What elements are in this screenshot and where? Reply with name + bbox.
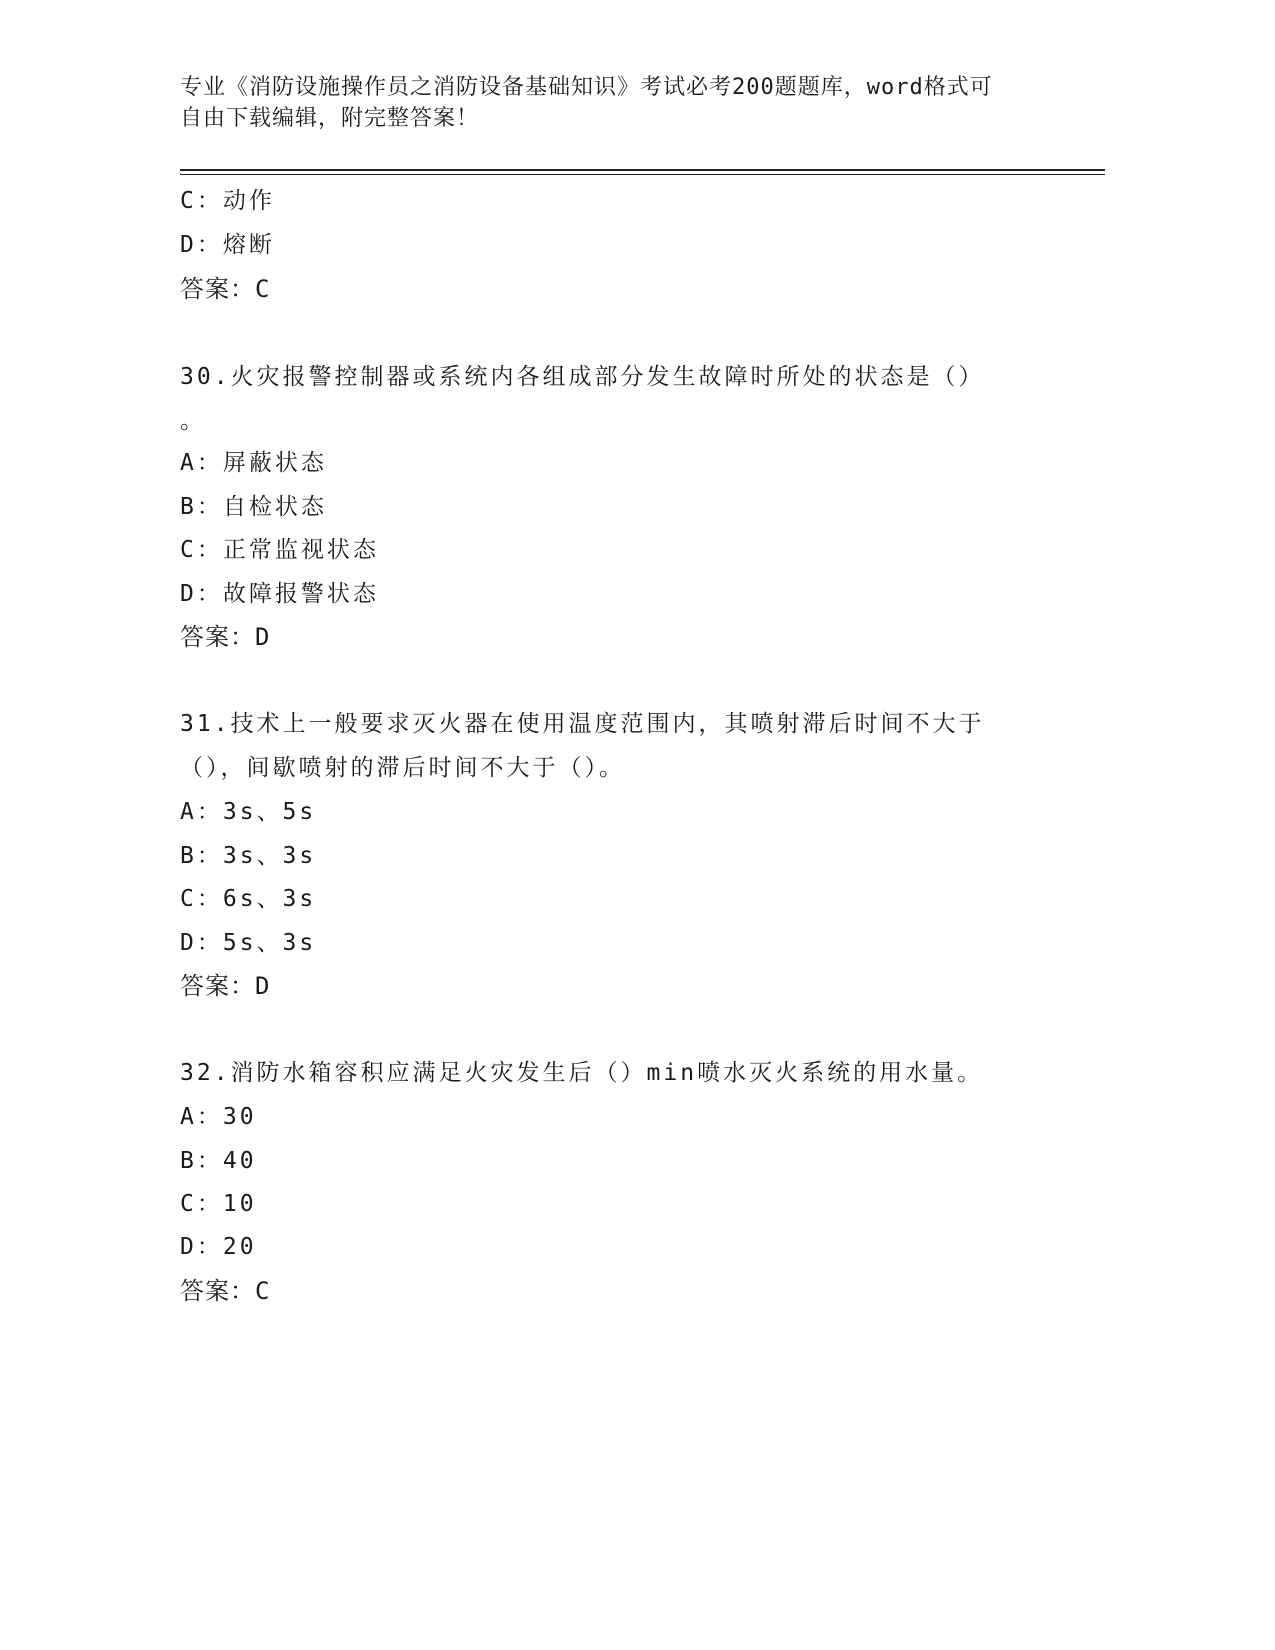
q31-option-c: C：6s、3s (180, 886, 317, 912)
header-divider-thick (180, 169, 1105, 171)
q32-option-c: C：10 (180, 1191, 257, 1217)
q29-option-c: C：动作 (180, 188, 275, 214)
q32-option-b: B：40 (180, 1148, 257, 1174)
q31-answer: 答案：D (180, 972, 271, 1000)
q31-stem-line-2: （），间歇喷射的滞后时间不大于（）。 (180, 755, 625, 781)
q31-stem-line-1: 31.技术上一般要求灭火器在使用温度范围内，其喷射滞后时间不大于 (180, 711, 985, 737)
q30-option-b: B：自检状态 (180, 494, 327, 520)
header-divider-thin (180, 174, 1105, 175)
q29-option-d: D：熔断 (180, 232, 275, 258)
header-line-2: 自由下载编辑，附完整答案！ (180, 106, 480, 131)
q30-answer: 答案：D (180, 623, 271, 651)
q32-stem-line-1: 32.消防水箱容积应满足火灾发生后（）min喷水灭火系统的用水量。 (180, 1060, 984, 1086)
q32-option-d: D：20 (180, 1234, 257, 1260)
q31-option-d: D：5s、3s (180, 930, 317, 956)
q32-answer: 答案：C (180, 1277, 271, 1305)
q32-option-a: A：30 (180, 1104, 257, 1130)
q30-option-c: C：正常监视状态 (180, 537, 379, 563)
q31-option-b: B：3s、3s (180, 843, 317, 869)
document-header (180, 72, 1040, 134)
q30-stem-line-1: 30.火灾报警控制器或系统内各组成部分发生故障时所处的状态是（） (180, 364, 985, 390)
q30-stem-line-2: 。 (180, 408, 206, 434)
q31-option-a: A：3s、5s (180, 799, 317, 825)
q29-answer: 答案：C (180, 275, 271, 303)
header-line-1: 专业《消防设施操作员之消防设备基础知识》考试必考200题题库，word格式可 (180, 75, 993, 100)
q30-option-d: D：故障报警状态 (180, 581, 379, 607)
q30-option-a: A：屏蔽状态 (180, 450, 327, 476)
